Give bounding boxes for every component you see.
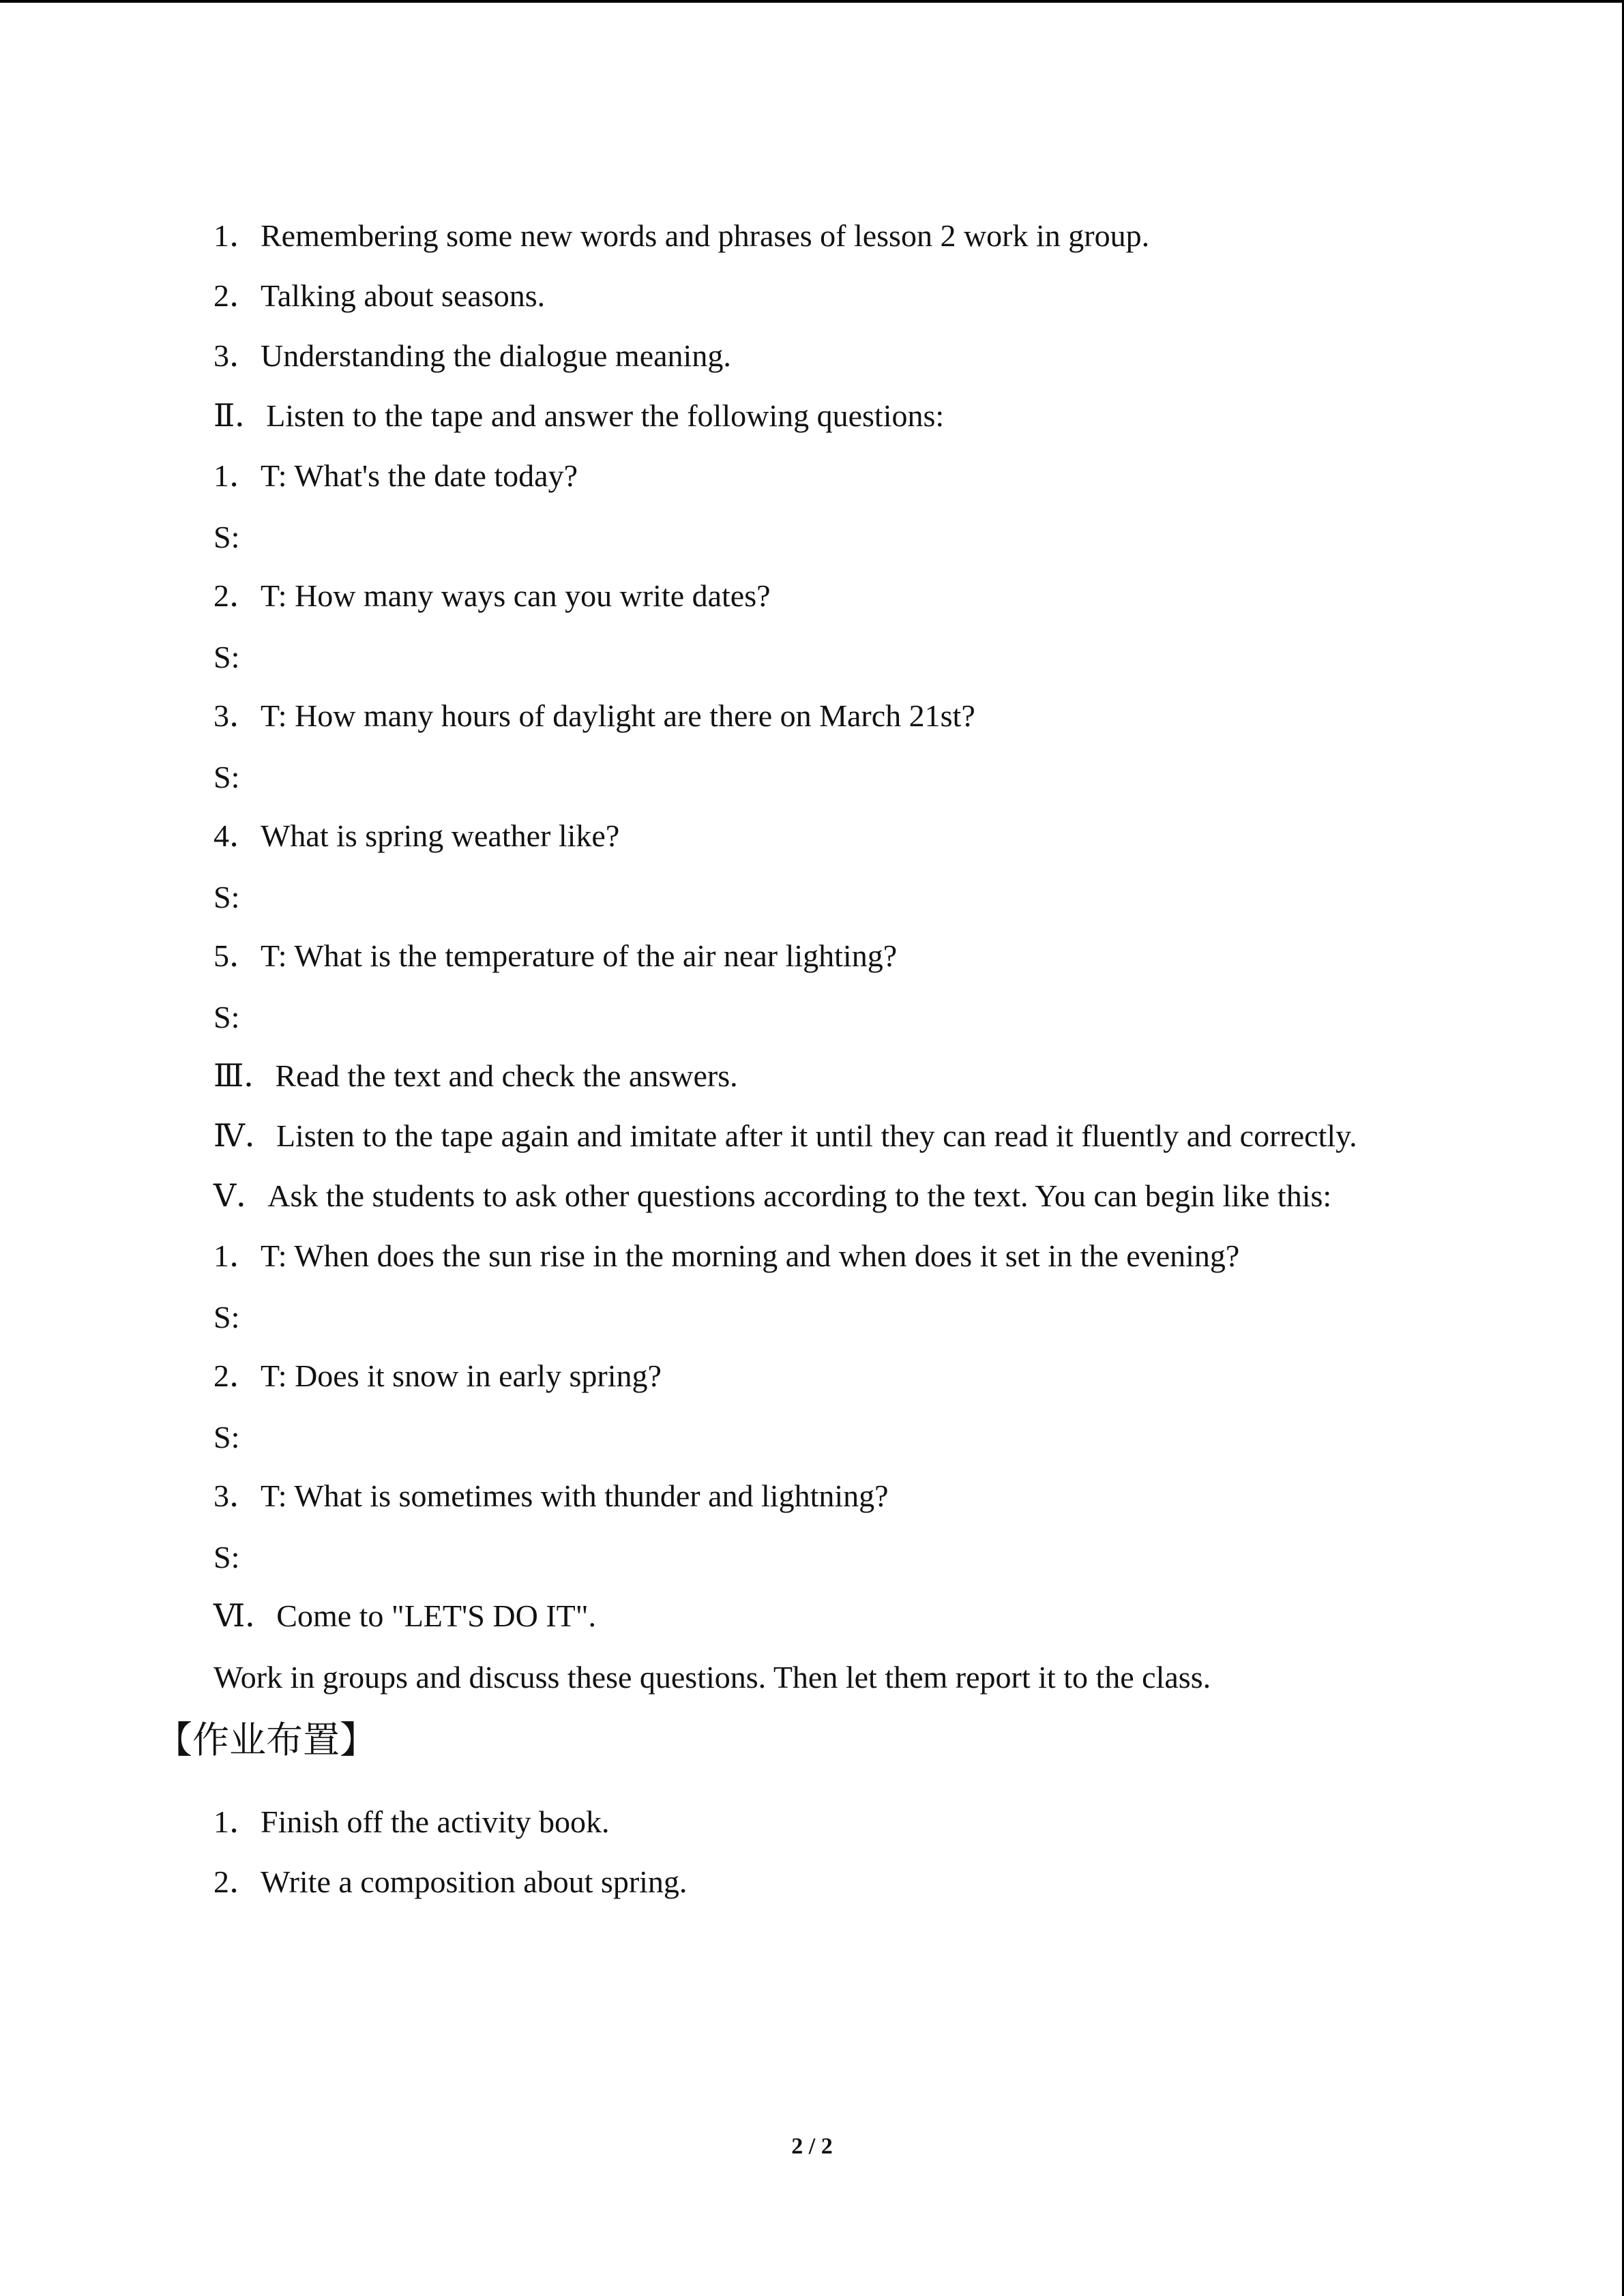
question-5: 5．T: What is the temperature of the air near lighting? <box>213 938 898 973</box>
section-4-heading: Ⅳ．Listen to the tape again and imitate after it until they can read it fluently and correctly. <box>213 1118 1357 1153</box>
page-top-border <box>0 0 1624 3</box>
question-3: 3．T: How many hours of daylight are there on March 21st? <box>213 698 975 733</box>
answer-line: S: <box>213 1540 240 1575</box>
question-5-1: 1．T: When does the sun rise in the morning and when does it set in the evening? <box>213 1238 1240 1273</box>
answer-line: S: <box>213 520 240 554</box>
homework-heading: 【作业布置】 <box>156 1718 377 1761</box>
answer-line: S: <box>213 760 240 794</box>
question-1: 1．T: What's the date today? <box>213 458 578 493</box>
answer-line: S: <box>213 1300 240 1335</box>
page-number: 2 / 2 <box>791 2134 833 2159</box>
objective-2: 2．Talking about seasons. <box>213 278 546 313</box>
question-5-3: 3．T: What is sometimes with thunder and lightning? <box>213 1478 889 1513</box>
answer-line: S: <box>213 640 240 674</box>
group-work-instruction: Work in groups and discuss these questions. Then let them report it to the class. <box>213 1660 1211 1695</box>
homework-item-1: 1．Finish off the activity book. <box>213 1804 610 1839</box>
section-2-heading: Ⅱ．Listen to the tape and answer the following questions: <box>213 398 945 433</box>
section-5-heading: Ⅴ．Ask the students to ask other questions according to the text. You can begin like this: <box>213 1178 1332 1213</box>
question-4: 4．What is spring weather like? <box>213 818 620 853</box>
homework-item-2: 2．Write a composition about spring. <box>213 1864 688 1899</box>
answer-line: S: <box>213 1000 240 1034</box>
question-5-2: 2．T: Does it snow in early spring? <box>213 1358 662 1393</box>
objective-1: 1．Remembering some new words and phrases of lesson 2 work in group. <box>213 218 1150 253</box>
answer-line: S: <box>213 1420 240 1455</box>
section-6-heading: Ⅵ．Come to "LET'S DO IT". <box>213 1598 597 1633</box>
section-3-heading: Ⅲ．Read the text and check the answers. <box>213 1058 738 1093</box>
question-2: 2．T: How many ways can you write dates? <box>213 578 771 613</box>
answer-line: S: <box>213 880 240 914</box>
objective-3: 3．Understanding the dialogue meaning. <box>213 338 731 373</box>
